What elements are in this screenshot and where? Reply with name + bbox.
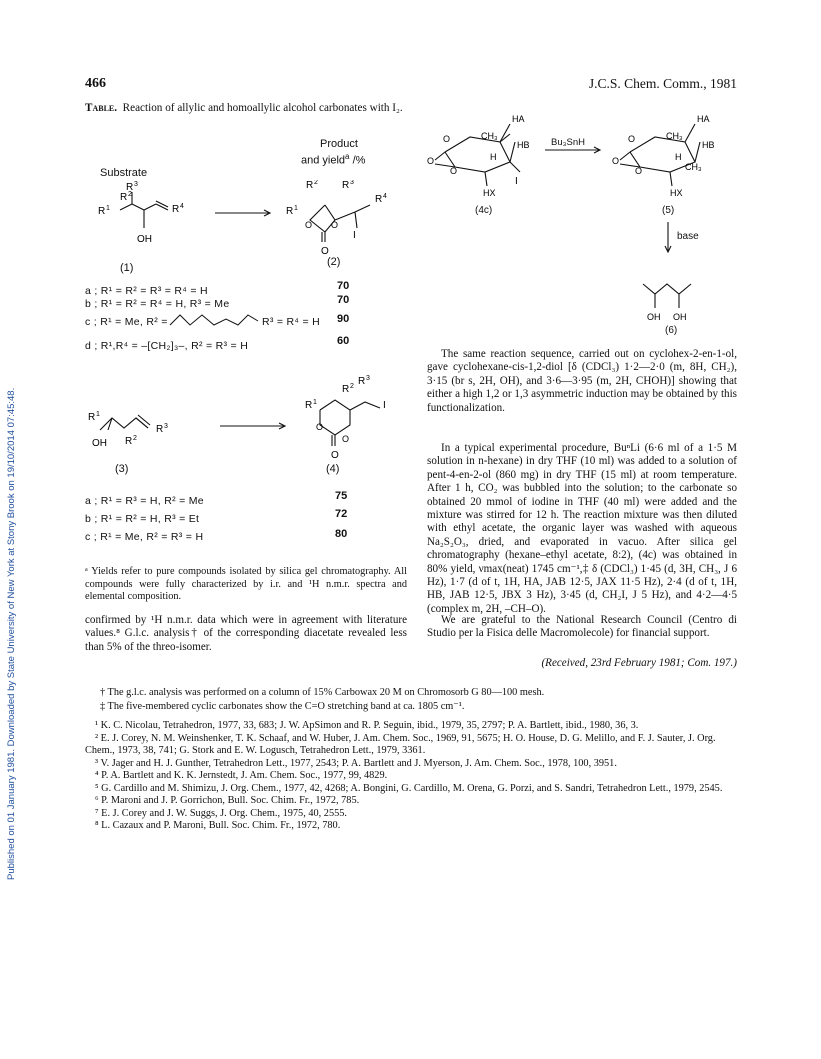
svg-text:O: O [321, 246, 329, 257]
svg-text:4: 4 [383, 193, 387, 200]
yield-1d: 60 [337, 335, 350, 347]
svg-text:R: R [120, 192, 128, 203]
table-row-1d: d ; R¹,R⁴ = –[CH₂]₃–, R² = R³ = H [85, 340, 249, 352]
svg-text:O: O [443, 134, 451, 144]
yield-3b: 72 [335, 508, 348, 520]
yield-3a: 75 [335, 490, 348, 502]
svg-text:R: R [156, 424, 164, 435]
svg-text:O: O [305, 220, 313, 230]
compound-3-label: (3) [115, 463, 129, 475]
table-row-1c: c ; R¹ = Me, R² = [85, 316, 168, 328]
compound-5-label: (5) [662, 205, 675, 216]
svg-text:R: R [126, 182, 134, 193]
table-row-3c: c ; R¹ = Me, R² = R³ = H [85, 531, 204, 543]
reference-7: ⁷ E. J. Corey and J. W. Suggs, J. Org. Chem., 1975, 40, 2555. [95, 807, 347, 819]
svg-text:2: 2 [350, 383, 354, 390]
svg-text:R: R [375, 194, 383, 205]
reagent-tributyltin-hydride: Bu₃SnH [551, 137, 585, 148]
svg-text:HB: HB [702, 140, 715, 150]
table-caption [85, 102, 415, 115]
yield-1b: 70 [337, 294, 350, 306]
svg-text:HA: HA [697, 114, 710, 124]
yield-3c: 80 [335, 528, 348, 540]
svg-text:R: R [342, 180, 350, 191]
footnote-double-dagger: ‡ The five-membered cyclic carbonates show the C=O stretching band at ca. 1805 cm⁻¹. [100, 701, 465, 712]
yield-1a: 70 [337, 280, 350, 292]
table-row-1a: a ; R¹ = R² = R³ = R⁴ = H [85, 285, 208, 297]
svg-text:O: O [628, 134, 636, 144]
svg-text:R: R [98, 206, 106, 217]
table-row-3b: b ; R¹ = R² = H, R³ = Et [85, 513, 200, 525]
svg-text:4: 4 [180, 203, 184, 210]
svg-text:CH₃: CH₃ [666, 131, 683, 141]
column-yield-footnote-mark: a [345, 152, 350, 161]
svg-text:O: O [450, 166, 458, 176]
svg-text:1: 1 [313, 399, 317, 406]
reference-5: ⁵ G. Cardillo and M. Shimizu, J. Org. Chem., 1977, 42, 4268; A. Bongini, G. Cardillo, M. Orena, G. Porzi, and S. Sandri, Tetrahedron Lett., 1979, 2545. [95, 782, 723, 794]
body-right-paragraph-1: The same reaction sequence, carried out on cyclohex-2-en-1-ol, gave cyclohexane-cis-1,2-diol [δ (CDCl₃) 1·2—2·0 (m, 8H, CH₂), 3·15 (br s, 2H, OH), and 3·6—3·95 (m, 2H, CHOH)] showing that either a high 1,2 or 1,3 asymmetric induction may be obtained by this functionalization. [427, 348, 737, 414]
table-row-1c-tail: R³ = R⁴ = H [262, 316, 320, 328]
yield-1c: 90 [337, 313, 350, 325]
compound-1-label: (1) [120, 262, 134, 274]
column-yield-unit: /% [352, 154, 366, 167]
svg-text:3: 3 [164, 423, 168, 430]
table-caption-text: Reaction of allylic and homoallylic alcohol carbonates with I₂. [122, 102, 403, 114]
svg-text:OH: OH [137, 234, 152, 245]
svg-text:R: R [125, 436, 133, 447]
svg-text:3: 3 [350, 180, 354, 186]
table-row-3a: a ; R¹ = R³ = H, R² = Me [85, 495, 204, 507]
compound-6-label: (6) [665, 325, 678, 336]
scheme-allylic-iodocarbonation [80, 180, 410, 270]
reagent-base: base [677, 231, 699, 242]
svg-text:1: 1 [106, 205, 110, 212]
received-date: (Received, 23rd February 1981; Com. 197.) [541, 657, 737, 669]
svg-text:1: 1 [96, 411, 100, 418]
svg-text:R: R [306, 180, 314, 191]
footnote-dagger: † The g.l.c. analysis was performed on a column of 15% Carbowax 20 M on Chromosorb G 80—100 mesh. [100, 687, 545, 698]
svg-text:OH: OH [647, 312, 661, 322]
svg-text:R: R [286, 206, 294, 217]
watermark-text: Published on 01 January 1981. Downloaded by State University of New York at Stony Brook on 19/10/2014 07:45:48. [6, 387, 17, 880]
svg-text:2: 2 [133, 435, 137, 442]
svg-text:3: 3 [134, 181, 138, 188]
svg-text:2: 2 [128, 191, 132, 198]
body-left-paragraph: confirmed by ¹H n.m.r. data which were in agreement with literature values.⁸ G.l.c. analysis† of the corresponding diacetate revealed less than 5% of the threo-isomer. [85, 614, 407, 653]
journal-header: J.C.S. Chem. Comm., 1981 [588, 76, 737, 91]
reference-6: ⁶ P. Maroni and J. P. Gorrichon, Bull. Soc. Chim. Fr., 1972, 785. [95, 795, 360, 806]
svg-text:O: O [331, 450, 339, 460]
reference-4: ⁴ P. A. Bartlett and K. K. Jernstedt, J. Am. Chem. Soc., 1977, 99, 4829. [95, 770, 388, 781]
svg-text:HX: HX [483, 188, 496, 198]
svg-text:R: R [305, 400, 313, 411]
reference-8: ⁸ L. Cazaux and P. Maroni, Bull. Soc. Chim. Fr., 1972, 780. [95, 820, 341, 831]
geranyl-chain-structure [168, 307, 268, 329]
table-row-1b: b ; R¹ = R² = R⁴ = H, R³ = Me [85, 298, 230, 310]
svg-text:H: H [490, 152, 497, 162]
svg-text:2: 2 [314, 180, 318, 186]
reference-1: ¹ K. C. Nicolau, Tetrahedron, 1977, 33, 683; J. W. ApSimon and R. P. Seguin, ibid., 1979, 35, 2797; P. A. Bartlett, ibid., 1980, 36, 3. [95, 720, 639, 731]
svg-text:H: H [675, 152, 682, 162]
table-footnote: ᵃ Yields refer to pure compounds isolated by silica gel chromatography. All compounds were fully characterized by i.r. and ¹H n.m.r. spectra and elemental composition. [85, 566, 407, 602]
svg-text:I: I [353, 230, 356, 241]
body-right-paragraph-3: We are grateful to the National Research Council (Centro di Studio per la Fisica delle Macromolecole) for financial support. [427, 614, 737, 640]
svg-text:OH: OH [673, 312, 687, 322]
reference-2: ² E. J. Corey, N. M. Weinshenker, T. K. Schaaf, and W. Huber, J. Am. Chem. Soc., 1969, 91, 5675; H. O. House, D. G. Melillo, and F. J. Sauter, J. Org. Chem., 1973, 38, 741; G. Stork and E. W. Logusch, Tetrahedron Lett., 1979, 3361. [85, 732, 716, 756]
svg-text:1: 1 [294, 205, 298, 212]
compound-2-label: (2) [327, 256, 341, 268]
column-yield [301, 152, 365, 167]
column-yield-label: and yield [301, 154, 346, 167]
svg-text:I: I [515, 176, 518, 187]
svg-text:O: O [635, 166, 643, 176]
svg-text:OH: OH [92, 438, 107, 449]
svg-text:O: O [331, 220, 339, 230]
svg-text:HA: HA [512, 114, 525, 124]
column-product: Product [320, 138, 358, 150]
body-right-paragraph-2: In a typical experimental procedure, BuⁿLi (6·6 ml of a 1·5 M solution in n-hexane) in dry THF (10 ml) was added to a solution of pent-4-en-2-ol (860 mg) in dry THF (15 ml) at room temperature. After 1 h, CO₂ was bubbled into the solution; to the carbonate so obtained 20 mmol of iodine in THF (40 ml) were added and the mixture was stirred for 12 h. The reaction mixture was then diluted with ethyl acetate, the organic layer was washed with aqueous Na₂S₂O₃, dried, and evaporated in vacuo. After silica gel chromatography (hexane–ethyl acetate, 8:2), (4c) was obtained in 80% yield, νmax(neat) 1745 cm⁻¹,‡ δ (CDCl₃) 1·45 (d, 3H, CH₃, J 6 Hz), 1·7 (d of t, 1H, HA, JAB 12·5, JAX 11·5 Hz), 2·4 (d of t, 1H, HB, JAB 12·5, JBX 3 Hz), 3·45 (d, CH₂I, J 5 Hz), and 4·2—4·5 (complex m, 2H, –CH–O). [427, 442, 737, 615]
svg-text:R: R [88, 412, 96, 423]
svg-text:O: O [427, 156, 435, 166]
svg-text:O: O [342, 434, 350, 444]
compound-4c-label: (4c) [475, 205, 493, 216]
download-watermark [2, 150, 22, 1050]
reference-list [85, 720, 737, 833]
svg-text:CH₃: CH₃ [481, 131, 498, 141]
svg-text:R: R [358, 376, 366, 387]
svg-text:HX: HX [670, 188, 683, 198]
svg-text:O: O [316, 422, 324, 432]
table-caption-label: Table. [85, 102, 118, 114]
svg-text:CH₃: CH₃ [685, 162, 702, 172]
svg-text:R: R [172, 204, 180, 215]
page-number: 466 [85, 76, 106, 91]
svg-text:O: O [612, 156, 620, 166]
svg-text:HB: HB [517, 140, 530, 150]
svg-text:R: R [342, 384, 350, 395]
svg-text:I: I [383, 400, 386, 411]
svg-text:3: 3 [366, 375, 370, 382]
reference-3: ³ V. Jager and H. J. Gunther, Tetrahedron Lett., 1977, 2543; P. A. Bartlett and J. Myerson, J. Am. Chem. Soc., 1978, 100, 3951. [95, 757, 617, 769]
scheme-homoallylic-iodocarbonation [80, 370, 410, 460]
compound-4-label: (4) [326, 463, 340, 475]
column-substrate: Substrate [100, 167, 148, 179]
